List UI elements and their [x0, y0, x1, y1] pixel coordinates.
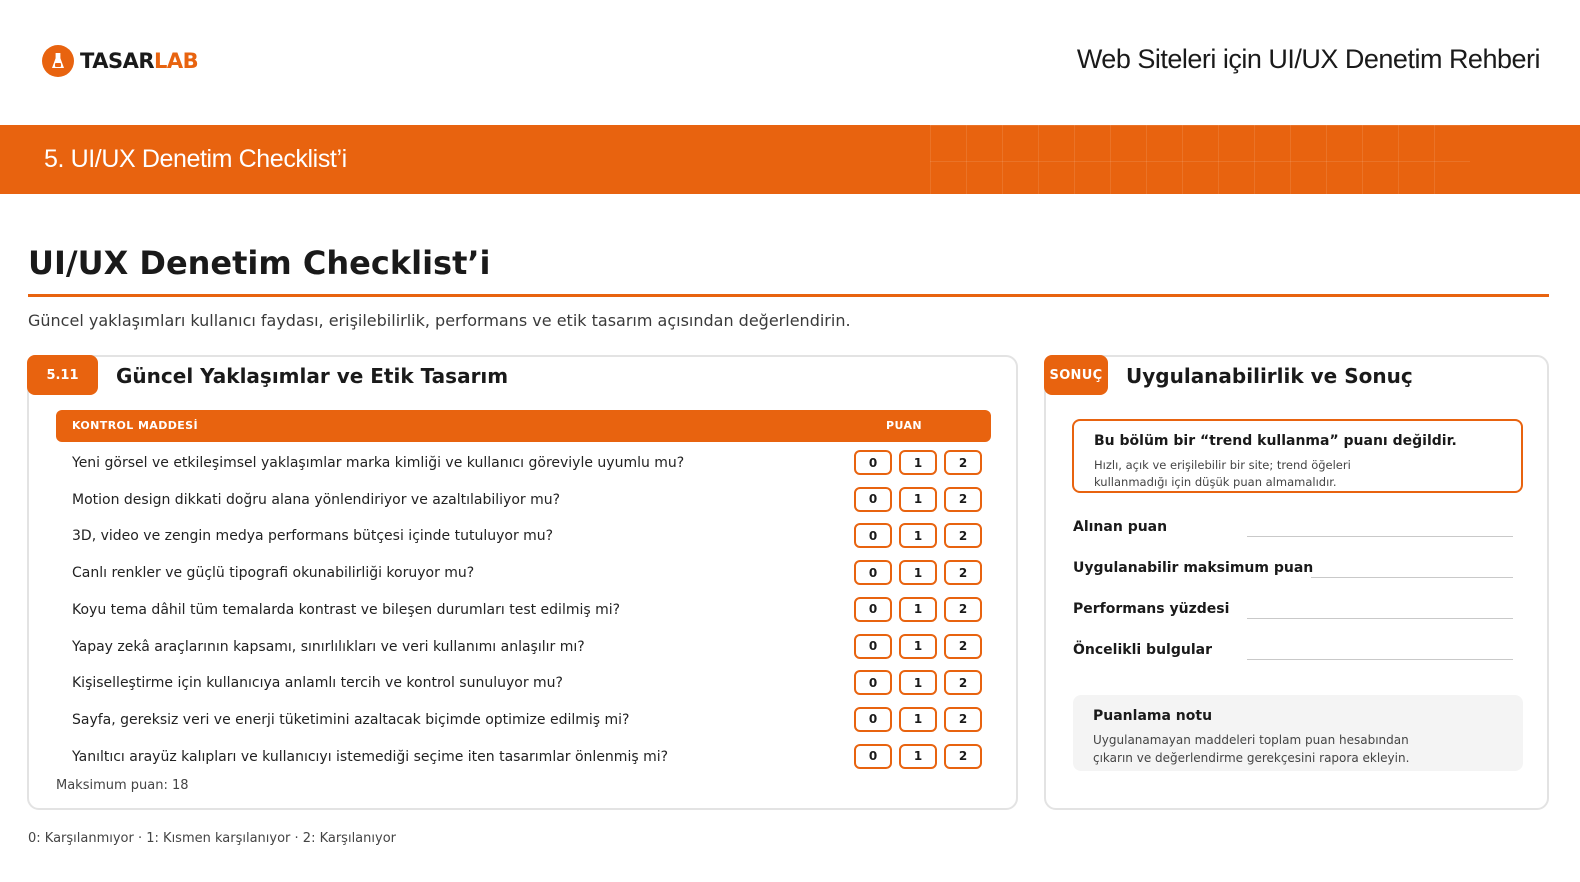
- checklist-row: [72, 634, 987, 660]
- checklist-row: [72, 744, 987, 770]
- checklist-item-text: Sayfa, gereksiz veri ve enerji tüketimini azaltacak biçimde optimize edilmiş mi?: [72, 711, 630, 728]
- checklist-row: [72, 487, 987, 513]
- score-option-1-button[interactable]: 1: [899, 450, 937, 475]
- score-option-1-button[interactable]: 1: [899, 744, 937, 769]
- checklist-item-text: 3D, video ve zengin medya performans bütçesi içinde tutuluyor mu?: [72, 528, 554, 545]
- checklist-item-text: Motion design dikkati doğru alana yönlendiriyor ve azaltılabiliyor mu?: [72, 491, 561, 508]
- field-input-line[interactable]: [1247, 536, 1513, 537]
- score-option-0-button[interactable]: 0: [854, 744, 892, 769]
- callout-box: [1072, 419, 1523, 493]
- checklist-table-header: [56, 410, 991, 442]
- score-option-1-button[interactable]: 1: [899, 560, 937, 585]
- heading-divider: [28, 294, 1549, 297]
- score-option-1-button[interactable]: 1: [899, 707, 937, 732]
- checklist-row: [72, 707, 987, 733]
- checklist-row: [72, 523, 987, 549]
- result-title: Uygulanabilirlik ve Sonuç: [1126, 364, 1413, 388]
- score-option-2-button[interactable]: 2: [944, 744, 982, 769]
- document-title: Web Siteleri için UI/UX Denetim Rehberi: [1076, 44, 1540, 74]
- score-option-2-button[interactable]: 2: [944, 707, 982, 732]
- brand-name: [80, 49, 198, 73]
- checklist-row: [72, 597, 987, 623]
- score-option-0-button[interactable]: 0: [854, 523, 892, 548]
- banner-grid-pattern: [930, 125, 1470, 194]
- score-option-1-button[interactable]: 1: [899, 523, 937, 548]
- checklist-item-text: Yeni görsel ve etkileşimsel yaklaşımlar marka kimliği ve kullanıcı göreviyle uyumlu mu?: [72, 455, 685, 471]
- max-score-label: Maksimum puan: 18: [56, 778, 189, 793]
- checklist-item-text: Yanıltıcı arayüz kalıpları ve kullanıcıyı istemediği seçime iten tasarımlar önlenmiş mi?: [72, 748, 669, 765]
- page-subtitle: Güncel yaklaşımları kullanıcı faydası, erişilebilirlik, performans ve etik tasarım açısından değerlendirin.: [28, 311, 851, 330]
- score-option-2-button[interactable]: 2: [944, 523, 982, 548]
- section-banner: [0, 125, 1580, 194]
- score-option-0-button[interactable]: 0: [854, 560, 892, 585]
- column-header-item: KONTROL MADDESİ: [72, 419, 199, 432]
- brand-name-part1: TASAR: [80, 49, 154, 73]
- score-option-2-button[interactable]: 2: [944, 560, 982, 585]
- field-performance-percent[interactable]: [1073, 601, 1513, 623]
- field-score-received[interactable]: [1073, 519, 1513, 541]
- score-option-1-button[interactable]: 1: [899, 487, 937, 512]
- score-option-2-button[interactable]: 2: [944, 670, 982, 695]
- section-number-badge: 5.11: [27, 355, 98, 395]
- field-label: Uygulanabilir maksimum puan: [1073, 560, 1314, 576]
- section-banner-title: 5. UI/UX Denetim Checklist’i: [44, 145, 347, 173]
- score-option-0-button[interactable]: 0: [854, 450, 892, 475]
- checklist-item-text: Kişiselleştirme için kullanıcıya anlamlı tercih ve kontrol sunuluyor mu?: [72, 675, 563, 692]
- checklist-item-text: Canlı renkler ve güçlü tipografi okunabilirliği koruyor mu?: [72, 565, 475, 582]
- result-card: [1044, 355, 1549, 810]
- note-title: Puanlama notu: [1093, 708, 1213, 724]
- field-max-score[interactable]: [1073, 560, 1513, 582]
- score-option-0-button[interactable]: 0: [854, 670, 892, 695]
- checklist-row: [72, 670, 987, 696]
- checklist-row: [72, 560, 987, 586]
- callout-text: Hızlı, açık ve erişilebilir bir site; trend öğeleri kullanmadığı için düşük puan almamalıdır.: [1094, 458, 1351, 489]
- checklist-title: Güncel Yaklaşımlar ve Etik Tasarım: [116, 364, 509, 388]
- callout-title: Bu bölüm bir “trend kullanma” puanı değildir.: [1094, 433, 1457, 449]
- page-title: UI/UX Denetim Checklist’i: [28, 244, 491, 282]
- brand-name-part2: LAB: [154, 49, 199, 73]
- scoring-note: [1073, 695, 1523, 771]
- note-text: Uygulanamayan maddeleri toplam puan hesabından çıkarın ve değerlendirme gerekçesini rapora ekleyin.: [1093, 733, 1410, 765]
- score-legend: 0: Karşılanmıyor · 1: Kısmen karşılanıyor · 2: Karşılanıyor: [28, 831, 396, 846]
- column-header-score: PUAN: [886, 419, 922, 432]
- brand-logo[interactable]: [42, 45, 198, 77]
- field-input-line[interactable]: [1247, 659, 1513, 660]
- score-option-0-button[interactable]: 0: [854, 707, 892, 732]
- score-option-2-button[interactable]: 2: [944, 597, 982, 622]
- score-option-0-button[interactable]: 0: [854, 597, 892, 622]
- score-option-2-button[interactable]: 2: [944, 450, 982, 475]
- field-label: Performans yüzdesi: [1073, 601, 1230, 617]
- score-option-1-button[interactable]: 1: [899, 670, 937, 695]
- top-bar: [0, 0, 1580, 125]
- score-option-0-button[interactable]: 0: [854, 634, 892, 659]
- score-option-0-button[interactable]: 0: [854, 487, 892, 512]
- score-option-1-button[interactable]: 1: [899, 634, 937, 659]
- field-label: Alınan puan: [1073, 519, 1168, 535]
- field-priority-findings[interactable]: [1073, 642, 1513, 664]
- result-badge: SONUÇ: [1044, 355, 1108, 395]
- field-input-line[interactable]: [1311, 577, 1513, 578]
- score-option-1-button[interactable]: 1: [899, 597, 937, 622]
- checklist-item-text: Koyu tema dâhil tüm temalarda kontrast ve bileşen durumları test edilmiş mi?: [72, 601, 621, 618]
- field-input-line[interactable]: [1247, 618, 1513, 619]
- field-label: Öncelikli bulgular: [1073, 642, 1212, 658]
- score-option-2-button[interactable]: 2: [944, 487, 982, 512]
- checklist-card: [27, 355, 1018, 810]
- checklist-row: [72, 450, 987, 476]
- checklist-item-text: Yapay zekâ araçlarının kapsamı, sınırlılıkları ve veri kullanımı anlaşılır mı?: [72, 638, 585, 655]
- score-option-2-button[interactable]: 2: [944, 634, 982, 659]
- flask-icon: [42, 45, 74, 77]
